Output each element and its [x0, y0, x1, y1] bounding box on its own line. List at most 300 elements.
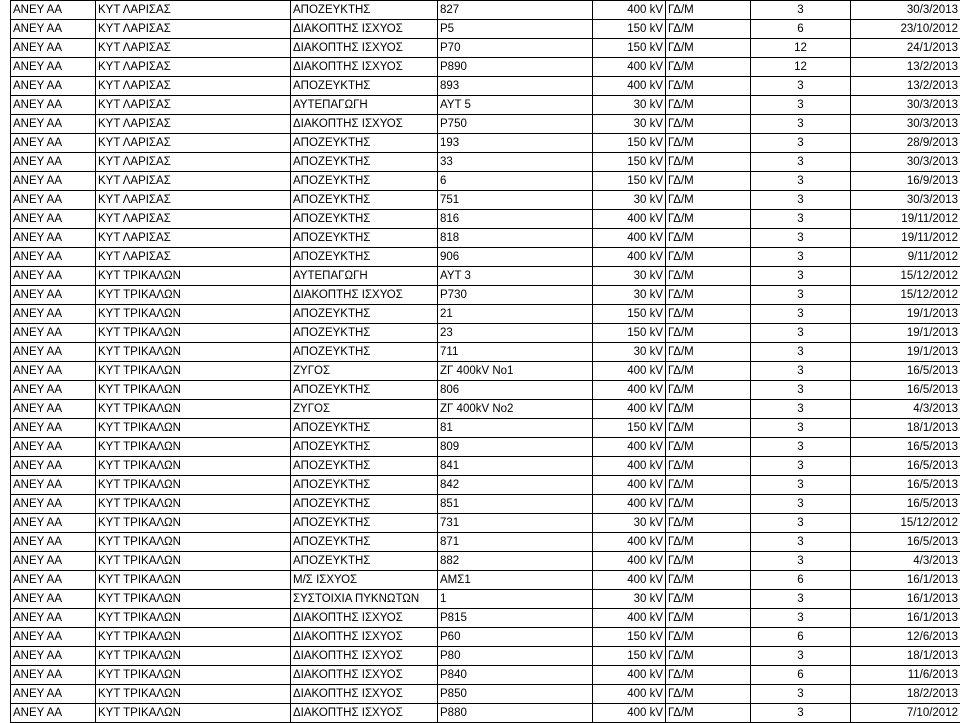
- cell-count[interactable]: 3: [751, 1, 851, 20]
- cell-category[interactable]: ΑΝΕΥ ΑΑ: [11, 495, 96, 514]
- cell-voltage[interactable]: 30 kV: [593, 286, 666, 305]
- cell-date[interactable]: 30/3/2013: [851, 191, 960, 210]
- cell-equipment-id[interactable]: 827: [438, 1, 593, 20]
- cell-department[interactable]: ΓΔ/Μ: [666, 647, 751, 666]
- cell-voltage[interactable]: 400 kV: [593, 248, 666, 267]
- cell-equipment-id[interactable]: 81: [438, 419, 593, 438]
- cell-count[interactable]: 12: [751, 58, 851, 77]
- cell-substation[interactable]: ΚΥΤ ΛΑΡΙΣΑΣ: [96, 20, 291, 39]
- cell-count[interactable]: 6: [751, 20, 851, 39]
- cell-category[interactable]: ΑΝΕΥ ΑΑ: [11, 134, 96, 153]
- cell-voltage[interactable]: 400 kV: [593, 685, 666, 704]
- cell-date[interactable]: 12/6/2013: [851, 628, 960, 647]
- cell-date[interactable]: 16/9/2013: [851, 172, 960, 191]
- cell-department[interactable]: ΓΔ/Μ: [666, 58, 751, 77]
- cell-department[interactable]: ΓΔ/Μ: [666, 134, 751, 153]
- cell-voltage[interactable]: 30 kV: [593, 343, 666, 362]
- cell-equipment-type[interactable]: ΑΠΟΖΕΥΚΤΗΣ: [291, 305, 438, 324]
- cell-department[interactable]: ΓΔ/Μ: [666, 419, 751, 438]
- cell-substation[interactable]: ΚΥΤ ΛΑΡΙΣΑΣ: [96, 58, 291, 77]
- cell-voltage[interactable]: 400 kV: [593, 609, 666, 628]
- cell-category[interactable]: ΑΝΕΥ ΑΑ: [11, 552, 96, 571]
- cell-substation[interactable]: ΚΥΤ ΤΡΙΚΑΛΩΝ: [96, 343, 291, 362]
- cell-voltage[interactable]: 150 kV: [593, 419, 666, 438]
- cell-voltage[interactable]: 150 kV: [593, 324, 666, 343]
- cell-equipment-type[interactable]: ΔΙΑΚΟΠΤΗΣ ΙΣΧΥΟΣ: [291, 704, 438, 723]
- cell-category[interactable]: ΑΝΕΥ ΑΑ: [11, 324, 96, 343]
- cell-department[interactable]: ΓΔ/Μ: [666, 514, 751, 533]
- cell-voltage[interactable]: 400 kV: [593, 229, 666, 248]
- cell-equipment-id[interactable]: 806: [438, 381, 593, 400]
- cell-equipment-type[interactable]: ΑΠΟΖΕΥΚΤΗΣ: [291, 457, 438, 476]
- cell-equipment-type[interactable]: ΑΠΟΖΕΥΚΤΗΣ: [291, 476, 438, 495]
- cell-voltage[interactable]: 400 kV: [593, 77, 666, 96]
- cell-category[interactable]: ΑΝΕΥ ΑΑ: [11, 381, 96, 400]
- cell-equipment-type[interactable]: ΔΙΑΚΟΠΤΗΣ ΙΣΧΥΟΣ: [291, 286, 438, 305]
- cell-equipment-type[interactable]: ΔΙΑΚΟΠΤΗΣ ΙΣΧΥΟΣ: [291, 58, 438, 77]
- cell-date[interactable]: 30/3/2013: [851, 96, 960, 115]
- cell-category[interactable]: ΑΝΕΥ ΑΑ: [11, 153, 96, 172]
- cell-category[interactable]: ΑΝΕΥ ΑΑ: [11, 438, 96, 457]
- cell-date[interactable]: 18/1/2013: [851, 419, 960, 438]
- cell-equipment-type[interactable]: ΑΠΟΖΕΥΚΤΗΣ: [291, 495, 438, 514]
- cell-equipment-id[interactable]: ΖΓ 400kV No1: [438, 362, 593, 381]
- cell-voltage[interactable]: 400 kV: [593, 1, 666, 20]
- cell-count[interactable]: 3: [751, 153, 851, 172]
- cell-department[interactable]: ΓΔ/Μ: [666, 343, 751, 362]
- cell-substation[interactable]: ΚΥΤ ΛΑΡΙΣΑΣ: [96, 172, 291, 191]
- cell-count[interactable]: 3: [751, 267, 851, 286]
- cell-count[interactable]: 3: [751, 115, 851, 134]
- cell-substation[interactable]: ΚΥΤ ΛΑΡΙΣΑΣ: [96, 191, 291, 210]
- cell-substation[interactable]: ΚΥΤ ΛΑΡΙΣΑΣ: [96, 77, 291, 96]
- cell-department[interactable]: ΓΔ/Μ: [666, 324, 751, 343]
- cell-substation[interactable]: ΚΥΤ ΤΡΙΚΑΛΩΝ: [96, 495, 291, 514]
- cell-equipment-id[interactable]: 21: [438, 305, 593, 324]
- cell-category[interactable]: ΑΝΕΥ ΑΑ: [11, 666, 96, 685]
- cell-voltage[interactable]: 30 kV: [593, 514, 666, 533]
- cell-equipment-type[interactable]: ΑΠΟΖΕΥΚΤΗΣ: [291, 514, 438, 533]
- cell-department[interactable]: ΓΔ/Μ: [666, 172, 751, 191]
- cell-equipment-type[interactable]: ΔΙΑΚΟΠΤΗΣ ΙΣΧΥΟΣ: [291, 39, 438, 58]
- cell-voltage[interactable]: 400 kV: [593, 210, 666, 229]
- cell-equipment-id[interactable]: 842: [438, 476, 593, 495]
- cell-count[interactable]: 3: [751, 476, 851, 495]
- cell-category[interactable]: ΑΝΕΥ ΑΑ: [11, 571, 96, 590]
- cell-date[interactable]: 16/5/2013: [851, 476, 960, 495]
- cell-date[interactable]: 19/11/2012: [851, 229, 960, 248]
- cell-count[interactable]: 3: [751, 419, 851, 438]
- cell-count[interactable]: 3: [751, 96, 851, 115]
- cell-equipment-type[interactable]: ΑΠΟΖΕΥΚΤΗΣ: [291, 419, 438, 438]
- cell-count[interactable]: 3: [751, 400, 851, 419]
- cell-equipment-id[interactable]: P750: [438, 115, 593, 134]
- cell-equipment-type[interactable]: ΑΥΤΕΠΑΓΩΓΗ: [291, 96, 438, 115]
- cell-department[interactable]: ΓΔ/Μ: [666, 248, 751, 267]
- cell-department[interactable]: ΓΔ/Μ: [666, 305, 751, 324]
- cell-category[interactable]: ΑΝΕΥ ΑΑ: [11, 20, 96, 39]
- cell-equipment-id[interactable]: P70: [438, 39, 593, 58]
- cell-department[interactable]: ΓΔ/Μ: [666, 457, 751, 476]
- cell-date[interactable]: 19/1/2013: [851, 324, 960, 343]
- cell-category[interactable]: ΑΝΕΥ ΑΑ: [11, 590, 96, 609]
- cell-equipment-id[interactable]: 711: [438, 343, 593, 362]
- cell-equipment-type[interactable]: ΑΠΟΖΕΥΚΤΗΣ: [291, 153, 438, 172]
- cell-date[interactable]: 18/2/2013: [851, 685, 960, 704]
- cell-category[interactable]: ΑΝΕΥ ΑΑ: [11, 457, 96, 476]
- cell-voltage[interactable]: 150 kV: [593, 172, 666, 191]
- cell-equipment-type[interactable]: ΑΠΟΖΕΥΚΤΗΣ: [291, 552, 438, 571]
- cell-department[interactable]: ΓΔ/Μ: [666, 210, 751, 229]
- cell-category[interactable]: ΑΝΕΥ ΑΑ: [11, 419, 96, 438]
- cell-department[interactable]: ΓΔ/Μ: [666, 96, 751, 115]
- cell-substation[interactable]: ΚΥΤ ΤΡΙΚΑΛΩΝ: [96, 476, 291, 495]
- cell-count[interactable]: 3: [751, 609, 851, 628]
- cell-category[interactable]: ΑΝΕΥ ΑΑ: [11, 647, 96, 666]
- cell-date[interactable]: 15/12/2012: [851, 514, 960, 533]
- cell-equipment-id[interactable]: 809: [438, 438, 593, 457]
- cell-equipment-id[interactable]: P5: [438, 20, 593, 39]
- cell-department[interactable]: ΓΔ/Μ: [666, 609, 751, 628]
- cell-substation[interactable]: ΚΥΤ ΛΑΡΙΣΑΣ: [96, 210, 291, 229]
- cell-count[interactable]: 3: [751, 457, 851, 476]
- cell-department[interactable]: ΓΔ/Μ: [666, 39, 751, 58]
- cell-equipment-id[interactable]: P880: [438, 704, 593, 723]
- cell-equipment-id[interactable]: P840: [438, 666, 593, 685]
- cell-count[interactable]: 3: [751, 362, 851, 381]
- cell-count[interactable]: 3: [751, 286, 851, 305]
- cell-voltage[interactable]: 400 kV: [593, 58, 666, 77]
- cell-date[interactable]: 16/5/2013: [851, 457, 960, 476]
- cell-voltage[interactable]: 400 kV: [593, 381, 666, 400]
- cell-category[interactable]: ΑΝΕΥ ΑΑ: [11, 286, 96, 305]
- cell-equipment-id[interactable]: 882: [438, 552, 593, 571]
- cell-department[interactable]: ΓΔ/Μ: [666, 267, 751, 286]
- cell-substation[interactable]: ΚΥΤ ΤΡΙΚΑΛΩΝ: [96, 685, 291, 704]
- cell-date[interactable]: 16/1/2013: [851, 590, 960, 609]
- cell-voltage[interactable]: 400 kV: [593, 495, 666, 514]
- cell-substation[interactable]: ΚΥΤ ΛΑΡΙΣΑΣ: [96, 1, 291, 20]
- cell-voltage[interactable]: 150 kV: [593, 39, 666, 58]
- cell-equipment-type[interactable]: ΑΠΟΖΕΥΚΤΗΣ: [291, 324, 438, 343]
- cell-equipment-id[interactable]: P80: [438, 647, 593, 666]
- cell-equipment-id[interactable]: 751: [438, 191, 593, 210]
- cell-date[interactable]: 19/1/2013: [851, 305, 960, 324]
- cell-equipment-id[interactable]: 851: [438, 495, 593, 514]
- cell-department[interactable]: ΓΔ/Μ: [666, 552, 751, 571]
- cell-substation[interactable]: ΚΥΤ ΛΑΡΙΣΑΣ: [96, 134, 291, 153]
- cell-equipment-type[interactable]: ΑΠΟΖΕΥΚΤΗΣ: [291, 229, 438, 248]
- cell-count[interactable]: 3: [751, 514, 851, 533]
- cell-substation[interactable]: ΚΥΤ ΤΡΙΚΑΛΩΝ: [96, 609, 291, 628]
- cell-substation[interactable]: ΚΥΤ ΛΑΡΙΣΑΣ: [96, 39, 291, 58]
- cell-voltage[interactable]: 400 kV: [593, 476, 666, 495]
- cell-count[interactable]: 3: [751, 305, 851, 324]
- cell-category[interactable]: ΑΝΕΥ ΑΑ: [11, 39, 96, 58]
- cell-department[interactable]: ΓΔ/Μ: [666, 286, 751, 305]
- cell-date[interactable]: 19/1/2013: [851, 343, 960, 362]
- cell-substation[interactable]: ΚΥΤ ΤΡΙΚΑΛΩΝ: [96, 457, 291, 476]
- cell-department[interactable]: ΓΔ/Μ: [666, 666, 751, 685]
- cell-voltage[interactable]: 400 kV: [593, 666, 666, 685]
- cell-date[interactable]: 16/5/2013: [851, 533, 960, 552]
- cell-equipment-id[interactable]: 871: [438, 533, 593, 552]
- cell-equipment-type[interactable]: ΑΠΟΖΕΥΚΤΗΣ: [291, 172, 438, 191]
- cell-date[interactable]: 7/10/2012: [851, 704, 960, 723]
- cell-department[interactable]: ΓΔ/Μ: [666, 229, 751, 248]
- cell-category[interactable]: ΑΝΕΥ ΑΑ: [11, 400, 96, 419]
- cell-substation[interactable]: ΚΥΤ ΤΡΙΚΑΛΩΝ: [96, 438, 291, 457]
- cell-voltage[interactable]: 30 kV: [593, 267, 666, 286]
- cell-substation[interactable]: ΚΥΤ ΤΡΙΚΑΛΩΝ: [96, 552, 291, 571]
- cell-equipment-id[interactable]: P890: [438, 58, 593, 77]
- cell-voltage[interactable]: 400 kV: [593, 704, 666, 723]
- cell-equipment-id[interactable]: 906: [438, 248, 593, 267]
- cell-voltage[interactable]: 400 kV: [593, 438, 666, 457]
- cell-voltage[interactable]: 400 kV: [593, 571, 666, 590]
- cell-department[interactable]: ΓΔ/Μ: [666, 495, 751, 514]
- cell-date[interactable]: 4/3/2013: [851, 552, 960, 571]
- cell-equipment-type[interactable]: ΔΙΑΚΟΠΤΗΣ ΙΣΧΥΟΣ: [291, 685, 438, 704]
- cell-count[interactable]: 12: [751, 39, 851, 58]
- cell-equipment-id[interactable]: P730: [438, 286, 593, 305]
- cell-date[interactable]: 15/12/2012: [851, 286, 960, 305]
- cell-department[interactable]: ΓΔ/Μ: [666, 628, 751, 647]
- cell-date[interactable]: 13/2/2013: [851, 58, 960, 77]
- cell-equipment-id[interactable]: P815: [438, 609, 593, 628]
- cell-substation[interactable]: ΚΥΤ ΛΑΡΙΣΑΣ: [96, 229, 291, 248]
- cell-voltage[interactable]: 150 kV: [593, 305, 666, 324]
- cell-voltage[interactable]: 400 kV: [593, 457, 666, 476]
- cell-equipment-type[interactable]: ΖΥΓΟΣ: [291, 362, 438, 381]
- cell-department[interactable]: ΓΔ/Μ: [666, 77, 751, 96]
- cell-substation[interactable]: ΚΥΤ ΛΑΡΙΣΑΣ: [96, 96, 291, 115]
- cell-category[interactable]: ΑΝΕΥ ΑΑ: [11, 704, 96, 723]
- cell-category[interactable]: ΑΝΕΥ ΑΑ: [11, 191, 96, 210]
- cell-voltage[interactable]: 150 kV: [593, 153, 666, 172]
- cell-substation[interactable]: ΚΥΤ ΛΑΡΙΣΑΣ: [96, 248, 291, 267]
- cell-category[interactable]: ΑΝΕΥ ΑΑ: [11, 628, 96, 647]
- cell-substation[interactable]: ΚΥΤ ΤΡΙΚΑΛΩΝ: [96, 362, 291, 381]
- cell-count[interactable]: 3: [751, 191, 851, 210]
- cell-substation[interactable]: ΚΥΤ ΤΡΙΚΑΛΩΝ: [96, 381, 291, 400]
- cell-count[interactable]: 3: [751, 229, 851, 248]
- cell-count[interactable]: 3: [751, 438, 851, 457]
- cell-date[interactable]: 23/10/2012: [851, 20, 960, 39]
- cell-department[interactable]: ΓΔ/Μ: [666, 685, 751, 704]
- cell-equipment-id[interactable]: 893: [438, 77, 593, 96]
- cell-voltage[interactable]: 150 kV: [593, 647, 666, 666]
- cell-substation[interactable]: ΚΥΤ ΛΑΡΙΣΑΣ: [96, 153, 291, 172]
- cell-date[interactable]: 16/5/2013: [851, 362, 960, 381]
- cell-equipment-type[interactable]: ΑΠΟΖΕΥΚΤΗΣ: [291, 210, 438, 229]
- cell-department[interactable]: ΓΔ/Μ: [666, 362, 751, 381]
- cell-substation[interactable]: ΚΥΤ ΤΡΙΚΑΛΩΝ: [96, 400, 291, 419]
- cell-equipment-id[interactable]: 193: [438, 134, 593, 153]
- cell-equipment-id[interactable]: 816: [438, 210, 593, 229]
- cell-equipment-type[interactable]: ΑΠΟΖΕΥΚΤΗΣ: [291, 134, 438, 153]
- cell-substation[interactable]: ΚΥΤ ΤΡΙΚΑΛΩΝ: [96, 533, 291, 552]
- cell-count[interactable]: 6: [751, 628, 851, 647]
- cell-equipment-id[interactable]: 33: [438, 153, 593, 172]
- cell-substation[interactable]: ΚΥΤ ΤΡΙΚΑΛΩΝ: [96, 704, 291, 723]
- cell-date[interactable]: 11/6/2013: [851, 666, 960, 685]
- cell-equipment-id[interactable]: ΑΜΣ1: [438, 571, 593, 590]
- cell-department[interactable]: ΓΔ/Μ: [666, 533, 751, 552]
- cell-date[interactable]: 15/12/2012: [851, 267, 960, 286]
- cell-category[interactable]: ΑΝΕΥ ΑΑ: [11, 609, 96, 628]
- cell-date[interactable]: 16/5/2013: [851, 381, 960, 400]
- cell-count[interactable]: 3: [751, 704, 851, 723]
- cell-equipment-type[interactable]: ΔΙΑΚΟΠΤΗΣ ΙΣΧΥΟΣ: [291, 609, 438, 628]
- cell-equipment-type[interactable]: ΔΙΑΚΟΠΤΗΣ ΙΣΧΥΟΣ: [291, 628, 438, 647]
- cell-department[interactable]: ΓΔ/Μ: [666, 400, 751, 419]
- cell-count[interactable]: 3: [751, 381, 851, 400]
- cell-category[interactable]: ΑΝΕΥ ΑΑ: [11, 248, 96, 267]
- cell-substation[interactable]: ΚΥΤ ΤΡΙΚΑΛΩΝ: [96, 647, 291, 666]
- cell-equipment-type[interactable]: ΖΥΓΟΣ: [291, 400, 438, 419]
- cell-count[interactable]: 3: [751, 590, 851, 609]
- cell-voltage[interactable]: 30 kV: [593, 96, 666, 115]
- cell-category[interactable]: ΑΝΕΥ ΑΑ: [11, 1, 96, 20]
- cell-voltage[interactable]: 400 kV: [593, 362, 666, 381]
- cell-equipment-type[interactable]: ΔΙΑΚΟΠΤΗΣ ΙΣΧΥΟΣ: [291, 115, 438, 134]
- cell-equipment-type[interactable]: ΑΥΤΕΠΑΓΩΓΗ: [291, 267, 438, 286]
- cell-count[interactable]: 3: [751, 533, 851, 552]
- cell-substation[interactable]: ΚΥΤ ΤΡΙΚΑΛΩΝ: [96, 590, 291, 609]
- cell-count[interactable]: 3: [751, 495, 851, 514]
- cell-count[interactable]: 3: [751, 172, 851, 191]
- cell-voltage[interactable]: 30 kV: [593, 115, 666, 134]
- cell-equipment-id[interactable]: ΖΓ 400kV No2: [438, 400, 593, 419]
- cell-equipment-id[interactable]: 731: [438, 514, 593, 533]
- cell-substation[interactable]: ΚΥΤ ΤΡΙΚΑΛΩΝ: [96, 324, 291, 343]
- cell-department[interactable]: ΓΔ/Μ: [666, 115, 751, 134]
- cell-equipment-id[interactable]: P60: [438, 628, 593, 647]
- cell-category[interactable]: ΑΝΕΥ ΑΑ: [11, 58, 96, 77]
- cell-date[interactable]: 28/9/2013: [851, 134, 960, 153]
- cell-substation[interactable]: ΚΥΤ ΛΑΡΙΣΑΣ: [96, 115, 291, 134]
- cell-date[interactable]: 4/3/2013: [851, 400, 960, 419]
- cell-date[interactable]: 24/1/2013: [851, 39, 960, 58]
- cell-equipment-type[interactable]: ΑΠΟΖΕΥΚΤΗΣ: [291, 343, 438, 362]
- cell-department[interactable]: ΓΔ/Μ: [666, 1, 751, 20]
- cell-equipment-id[interactable]: 6: [438, 172, 593, 191]
- cell-equipment-type[interactable]: ΑΠΟΖΕΥΚΤΗΣ: [291, 248, 438, 267]
- cell-equipment-id[interactable]: ΑΥΤ 5: [438, 96, 593, 115]
- cell-department[interactable]: ΓΔ/Μ: [666, 571, 751, 590]
- cell-date[interactable]: 13/2/2013: [851, 77, 960, 96]
- cell-department[interactable]: ΓΔ/Μ: [666, 476, 751, 495]
- cell-equipment-type[interactable]: ΔΙΑΚΟΠΤΗΣ ΙΣΧΥΟΣ: [291, 666, 438, 685]
- cell-category[interactable]: ΑΝΕΥ ΑΑ: [11, 533, 96, 552]
- cell-count[interactable]: 3: [751, 647, 851, 666]
- cell-count[interactable]: 3: [751, 77, 851, 96]
- cell-category[interactable]: ΑΝΕΥ ΑΑ: [11, 210, 96, 229]
- cell-substation[interactable]: ΚΥΤ ΤΡΙΚΑΛΩΝ: [96, 666, 291, 685]
- cell-date[interactable]: 16/1/2013: [851, 609, 960, 628]
- cell-equipment-type[interactable]: ΑΠΟΖΕΥΚΤΗΣ: [291, 438, 438, 457]
- cell-department[interactable]: ΓΔ/Μ: [666, 704, 751, 723]
- cell-date[interactable]: 16/5/2013: [851, 438, 960, 457]
- cell-voltage[interactable]: 150 kV: [593, 628, 666, 647]
- cell-voltage[interactable]: 30 kV: [593, 191, 666, 210]
- cell-date[interactable]: 30/3/2013: [851, 153, 960, 172]
- cell-substation[interactable]: ΚΥΤ ΤΡΙΚΑΛΩΝ: [96, 514, 291, 533]
- cell-substation[interactable]: ΚΥΤ ΤΡΙΚΑΛΩΝ: [96, 419, 291, 438]
- cell-substation[interactable]: ΚΥΤ ΤΡΙΚΑΛΩΝ: [96, 571, 291, 590]
- cell-category[interactable]: ΑΝΕΥ ΑΑ: [11, 229, 96, 248]
- cell-date[interactable]: 30/3/2013: [851, 115, 960, 134]
- cell-department[interactable]: ΓΔ/Μ: [666, 438, 751, 457]
- cell-category[interactable]: ΑΝΕΥ ΑΑ: [11, 362, 96, 381]
- cell-equipment-id[interactable]: ΑΥΤ 3: [438, 267, 593, 286]
- cell-department[interactable]: ΓΔ/Μ: [666, 153, 751, 172]
- cell-equipment-type[interactable]: ΑΠΟΖΕΥΚΤΗΣ: [291, 533, 438, 552]
- cell-category[interactable]: ΑΝΕΥ ΑΑ: [11, 77, 96, 96]
- cell-category[interactable]: ΑΝΕΥ ΑΑ: [11, 685, 96, 704]
- cell-equipment-id[interactable]: 818: [438, 229, 593, 248]
- cell-department[interactable]: ΓΔ/Μ: [666, 590, 751, 609]
- cell-count[interactable]: 3: [751, 324, 851, 343]
- cell-equipment-id[interactable]: 23: [438, 324, 593, 343]
- cell-category[interactable]: ΑΝΕΥ ΑΑ: [11, 476, 96, 495]
- cell-department[interactable]: ΓΔ/Μ: [666, 191, 751, 210]
- cell-equipment-type[interactable]: ΣΥΣΤΟΙΧΙΑ ΠΥΚΝΩΤΩΝ: [291, 590, 438, 609]
- cell-equipment-type[interactable]: ΑΠΟΖΕΥΚΤΗΣ: [291, 381, 438, 400]
- cell-voltage[interactable]: 400 kV: [593, 552, 666, 571]
- cell-department[interactable]: ΓΔ/Μ: [666, 20, 751, 39]
- cell-substation[interactable]: ΚΥΤ ΤΡΙΚΑΛΩΝ: [96, 628, 291, 647]
- cell-department[interactable]: ΓΔ/Μ: [666, 381, 751, 400]
- cell-count[interactable]: 6: [751, 571, 851, 590]
- cell-category[interactable]: ΑΝΕΥ ΑΑ: [11, 172, 96, 191]
- cell-count[interactable]: 3: [751, 552, 851, 571]
- cell-count[interactable]: 3: [751, 134, 851, 153]
- cell-date[interactable]: 9/11/2012: [851, 248, 960, 267]
- cell-category[interactable]: ΑΝΕΥ ΑΑ: [11, 514, 96, 533]
- cell-voltage[interactable]: 400 kV: [593, 533, 666, 552]
- cell-substation[interactable]: ΚΥΤ ΤΡΙΚΑΛΩΝ: [96, 267, 291, 286]
- cell-count[interactable]: 3: [751, 210, 851, 229]
- cell-date[interactable]: 19/11/2012: [851, 210, 960, 229]
- cell-voltage[interactable]: 150 kV: [593, 134, 666, 153]
- cell-equipment-id[interactable]: 1: [438, 590, 593, 609]
- cell-category[interactable]: ΑΝΕΥ ΑΑ: [11, 115, 96, 134]
- cell-voltage[interactable]: 150 kV: [593, 20, 666, 39]
- cell-category[interactable]: ΑΝΕΥ ΑΑ: [11, 305, 96, 324]
- cell-voltage[interactable]: 30 kV: [593, 590, 666, 609]
- cell-equipment-id[interactable]: P850: [438, 685, 593, 704]
- cell-count[interactable]: 3: [751, 343, 851, 362]
- cell-substation[interactable]: ΚΥΤ ΤΡΙΚΑΛΩΝ: [96, 305, 291, 324]
- cell-count[interactable]: 3: [751, 248, 851, 267]
- cell-equipment-type[interactable]: ΔΙΑΚΟΠΤΗΣ ΙΣΧΥΟΣ: [291, 20, 438, 39]
- cell-date[interactable]: 30/3/2013: [851, 1, 960, 20]
- cell-date[interactable]: 16/1/2013: [851, 571, 960, 590]
- cell-count[interactable]: 3: [751, 685, 851, 704]
- cell-category[interactable]: ΑΝΕΥ ΑΑ: [11, 267, 96, 286]
- cell-date[interactable]: 16/5/2013: [851, 495, 960, 514]
- cell-equipment-type[interactable]: ΑΠΟΖΕΥΚΤΗΣ: [291, 191, 438, 210]
- cell-equipment-id[interactable]: 841: [438, 457, 593, 476]
- cell-equipment-type[interactable]: Μ/Σ ΙΣΧΥΟΣ: [291, 571, 438, 590]
- cell-category[interactable]: ΑΝΕΥ ΑΑ: [11, 343, 96, 362]
- cell-category[interactable]: ΑΝΕΥ ΑΑ: [11, 96, 96, 115]
- cell-equipment-type[interactable]: ΑΠΟΖΕΥΚΤΗΣ: [291, 1, 438, 20]
- cell-voltage[interactable]: 400 kV: [593, 400, 666, 419]
- cell-date[interactable]: 18/1/2013: [851, 647, 960, 666]
